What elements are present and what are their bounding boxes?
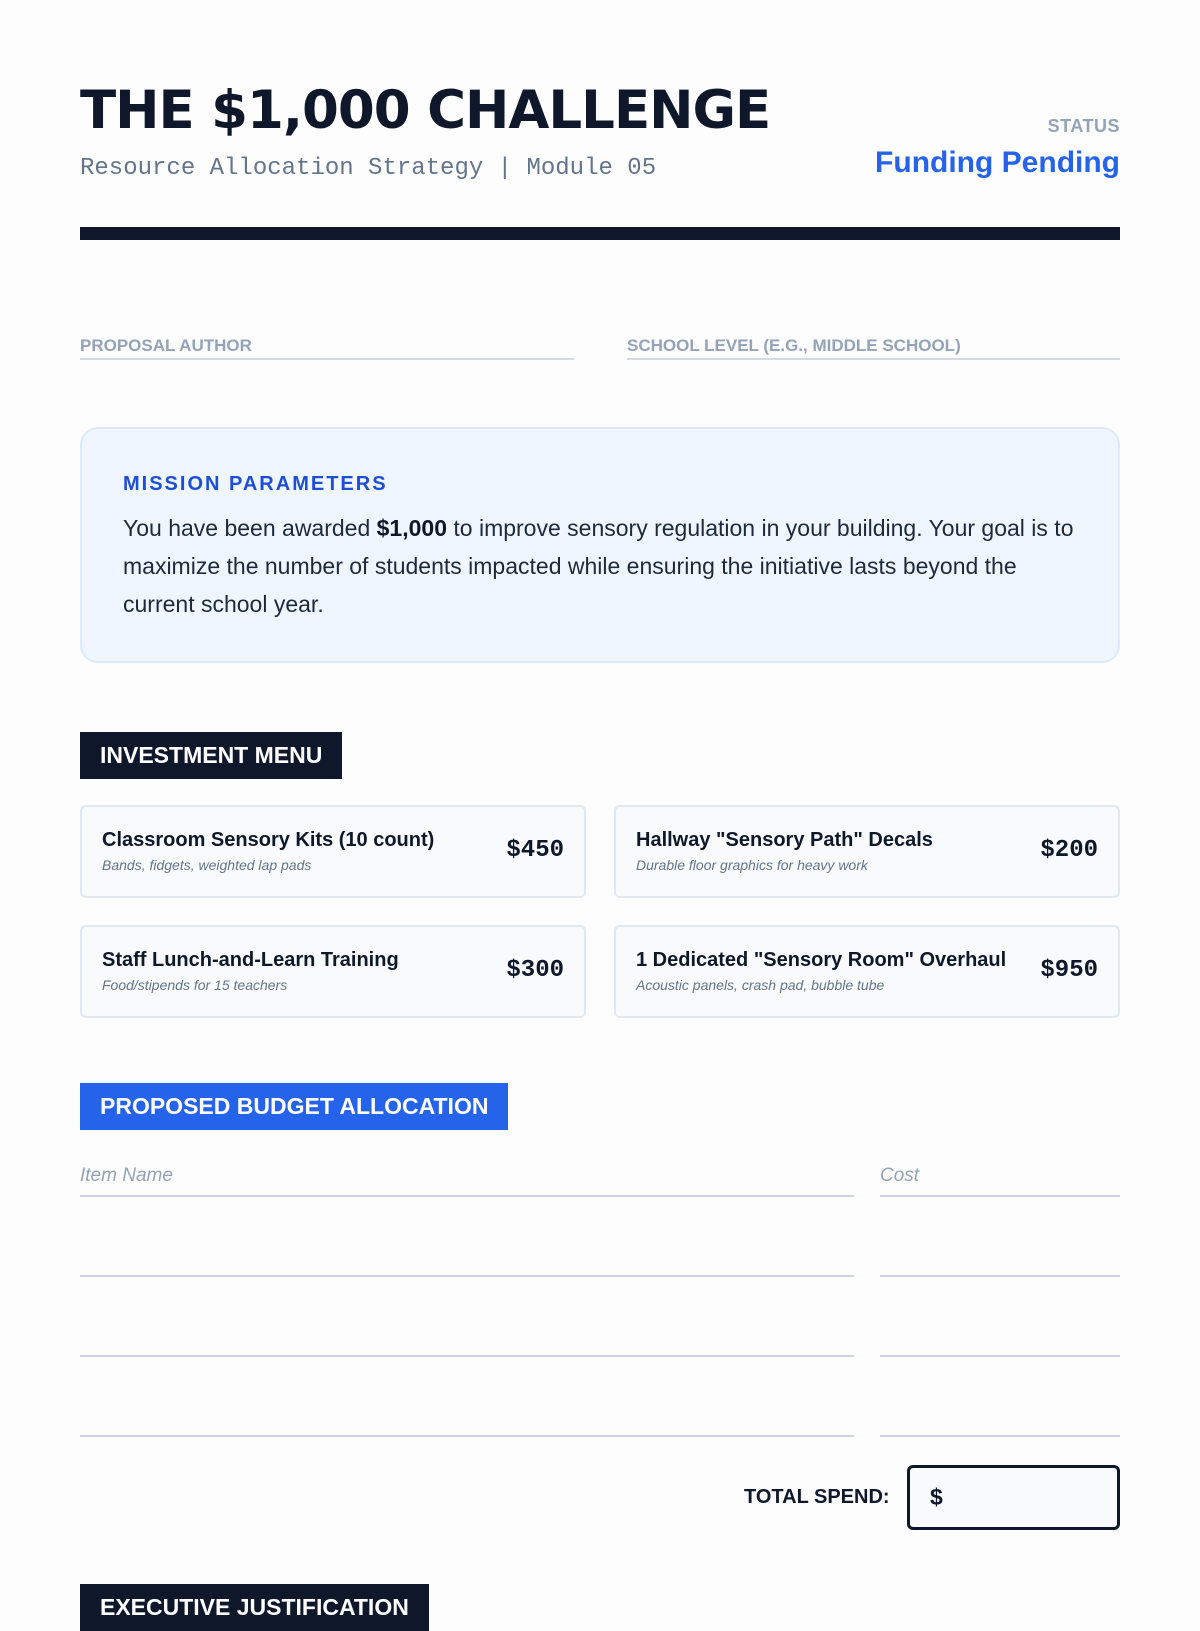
mission-text-intro: You have been awarded [123,515,377,541]
mission-text [123,509,1083,623]
menu-item-desc: Acoustic panels, crash pad, bubble tube [636,977,885,993]
menu-item-card [614,805,1120,898]
menu-item-price: $300 [506,957,564,984]
menu-item-desc: Food/stipends for 15 teachers [102,977,288,993]
page-subtitle: Resource Allocation Strategy | Module 05 [80,155,657,182]
menu-item-card [614,925,1120,1018]
budget-item-line[interactable] [80,1435,854,1437]
menu-item-price: $450 [506,837,564,864]
budget-cost-line[interactable] [880,1435,1120,1437]
investment-menu-label: INVESTMENT MENU [80,732,342,779]
mission-text-rest: to improve sensory regulation in your building. Your goal is to maximize the number of students impacted while ensuring the initiative lasts beyond the current school year. [123,515,1074,617]
page-title: THE $1,000 CHALLENGE [80,80,771,141]
mission-amount: $1,000 [376,515,447,541]
school-level-label: SCHOOL LEVEL (E.G., MIDDLE SCHOOL) [627,336,961,355]
menu-item-name: 1 Dedicated "Sensory Room" Overhaul [636,949,1007,971]
cost-placeholder: Cost [880,1165,920,1186]
menu-item-desc: Bands, fidgets, weighted lap pads [102,857,312,873]
menu-item-name: Classroom Sensory Kits (10 count) [102,829,435,851]
proposal-author-field[interactable] [80,326,574,360]
proposal-author-label: PROPOSAL AUTHOR [80,336,252,355]
worksheet-page [80,0,1120,1620]
menu-item-desc: Durable floor graphics for heavy work [636,857,868,873]
mission-parameters-box [80,427,1120,663]
menu-item-name: Staff Lunch-and-Learn Training [102,949,399,971]
header-divider [80,227,1120,240]
total-spend-field[interactable] [907,1465,1120,1530]
budget-cost-line[interactable] [880,1275,1120,1277]
status-label: STATUS [1047,116,1120,136]
budget-cost-line[interactable] [880,1355,1120,1357]
menu-item-price: $200 [1040,837,1098,864]
menu-item-card [80,925,586,1018]
budget-item-line[interactable] [80,1275,854,1277]
currency-symbol: $ [930,1484,943,1510]
executive-justification-label: EXECUTIVE JUSTIFICATION [80,1584,429,1631]
mission-title: MISSION PARAMETERS [123,473,388,495]
budget-item-line[interactable] [80,1355,854,1357]
menu-item-card [80,805,586,898]
budget-allocation-label: PROPOSED BUDGET ALLOCATION [80,1083,508,1130]
budget-item-line[interactable] [80,1195,854,1197]
menu-item-price: $950 [1040,957,1098,984]
school-level-field[interactable] [627,326,1120,360]
status-value: Funding Pending [875,146,1120,179]
menu-item-name: Hallway "Sensory Path" Decals [636,829,933,851]
budget-cost-line[interactable] [880,1195,1120,1197]
item-name-placeholder: Item Name [80,1165,173,1186]
total-spend-label: TOTAL SPEND: [744,1486,890,1508]
